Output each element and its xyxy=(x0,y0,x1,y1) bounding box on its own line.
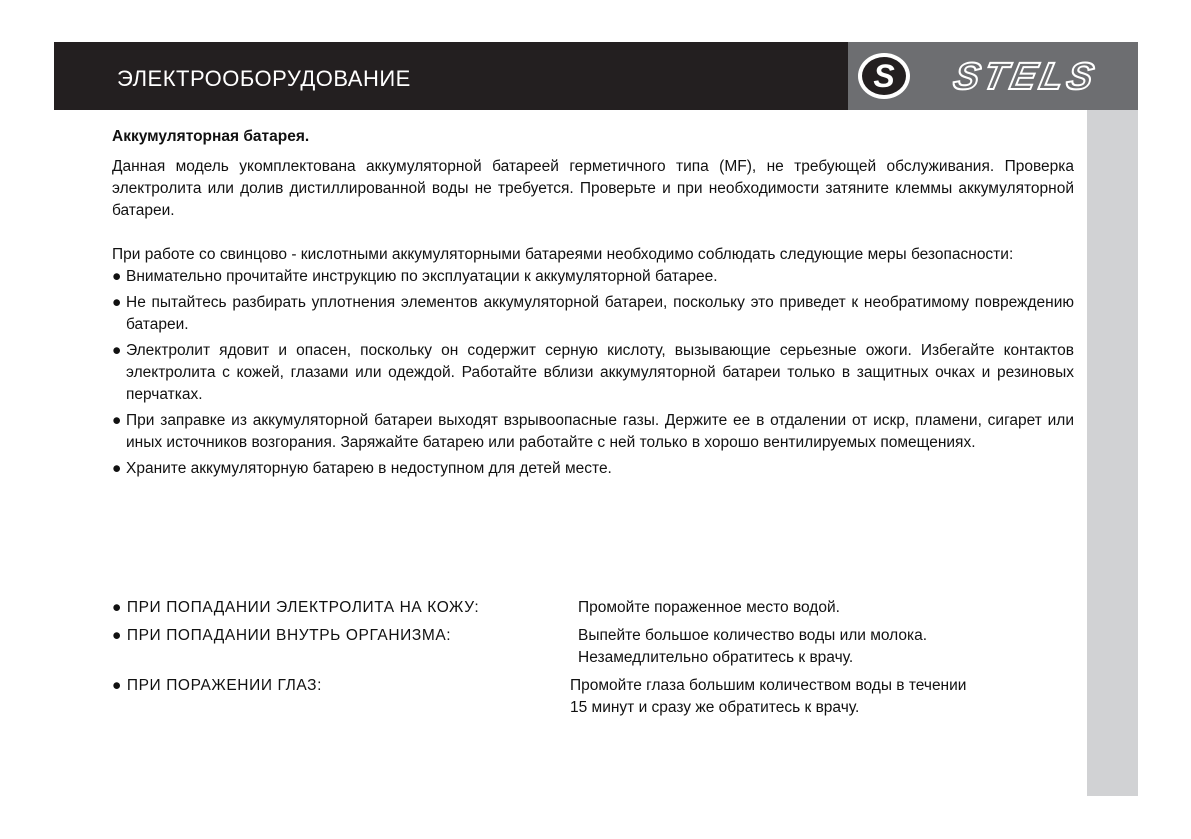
intro-paragraph: Данная модель укомплектована аккумуляторной батареей герметичного типа (MF), не требующей обслуживания. Проверка электролита или долив дистиллированной воды не требуется. Проверьте и при необходимости затяните клеммы аккумуляторной батареи. xyxy=(112,158,1074,219)
stels-logo xyxy=(848,42,1138,110)
brand-logo-panel xyxy=(848,42,1138,110)
list-item: ● Храните аккумуляторную батарею в недоступном для детей месте. xyxy=(112,458,1074,480)
brand-mark-letter: S xyxy=(873,58,895,94)
bullet-icon: ● xyxy=(112,412,122,429)
first-aid-instruction: Выпейте большое количество воды или молока. Незамедлительно обратитесь к врачу. xyxy=(578,627,928,666)
first-aid-row xyxy=(112,625,1074,669)
brand-wordmark: STELS xyxy=(949,55,1102,98)
first-aid-label: ● ПРИ ПОПАДАНИИ ЭЛЕКТРОЛИТА НА КОЖУ: xyxy=(112,599,480,616)
safety-list xyxy=(112,266,1074,480)
list-item: ● Внимательно прочитайте инструкцию по эксплуатации к аккумуляторной батарее. xyxy=(112,266,1074,288)
list-item: ● Не пытайтесь разбирать уплотнения элементов аккумуляторной батареи, поскольку это приведет к необратимому повреждению батареи. xyxy=(112,294,1074,333)
bullet-icon: ● xyxy=(112,268,122,285)
section-heading: Аккумуляторная батарея. xyxy=(112,128,310,145)
bullet-icon: ● xyxy=(112,460,122,477)
bullet-icon: ● xyxy=(112,342,122,359)
first-aid-label: ● ПРИ ПОПАДАНИИ ВНУТРЬ ОРГАНИЗМА: xyxy=(112,627,452,644)
first-aid-instruction: Промойте пораженное место водой. xyxy=(578,599,840,616)
list-item: ● При заправке из аккумуляторной батареи выходят взрывоопасные газы. Держите ее в отдалении от искр, пламени, сигарет или иных источников возгорания. Заряжайте батарею или работайте с ней только в хорошо вентилируемых помещениях. xyxy=(112,412,1074,451)
brand-mark-icon xyxy=(858,53,910,99)
first-aid-row xyxy=(112,675,1074,719)
side-tab-bar xyxy=(1087,110,1138,796)
first-aid-row xyxy=(112,597,1074,619)
list-item: ● Электролит ядовит и опасен, поскольку он содержит серную кислоту, вызывающие серьезные ожоги. Избегайте контактов электролита с кожей, глазами или одеждой. Работайте вблизи аккумуляторной батареи только в защитных очках и резиновых перчатках. xyxy=(112,342,1074,403)
first-aid-table xyxy=(112,597,1074,725)
safety-intro-paragraph: При работе со свинцово - кислотными аккумуляторными батареями необходимо соблюдать следующие меры безопасности: xyxy=(112,246,1014,263)
bullet-icon: ● xyxy=(112,294,122,311)
page-title: ЭЛЕКТРООБОРУДОВАНИЕ xyxy=(117,66,411,91)
first-aid-label: ● ПРИ ПОРАЖЕНИИ ГЛАЗ: xyxy=(112,677,322,694)
first-aid-instruction: Промойте глаза большим количеством воды в течении 15 минут и сразу же обратитесь к врачу. xyxy=(570,677,967,716)
battery-section xyxy=(112,126,1074,484)
